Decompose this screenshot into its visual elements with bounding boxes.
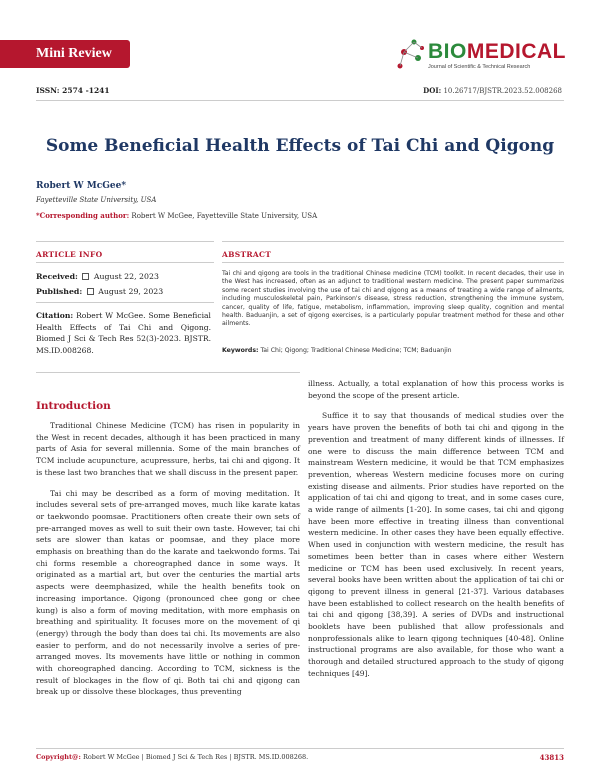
keywords: Keywords: Tai Chi; Qigong; Traditional Chinese Medicine; TCM; Baduanjin	[222, 347, 452, 354]
journal-logo-subtitle: Journal of Scientific & Technical Research	[428, 64, 531, 70]
author-affiliation: Fayetteville State University, USA	[36, 196, 157, 204]
citation: Citation: Robert W McGee. Some Beneficial Health Effects of Tai Chi and Qigong. Biomed J Sci & Tech Res 52(3)-2023. BJSTR. MS.ID.008268.	[36, 311, 211, 355]
footer-rule	[36, 748, 564, 749]
article-title: Some Beneficial Health Effects of Tai Chi and Qigong	[45, 136, 555, 156]
intro-top-rule	[36, 372, 300, 373]
calendar-icon	[87, 288, 94, 295]
abstract-text: Tai chi and qigong are tools in the traditional Chinese medicine (TCM) toolkit. In recent decades, their use in the West has increased, often as an adjunct to traditional western medicine. The present paper summarizes some recent studies involving the use of tai chi and qigong as a means of treating a wide range of ailments, including musculoskeletal pain, Parkinson's disease, stress reduction, strengthening the immune system, cancer, quality of life, fatigue, metabolism, inflammation, improving sleep quality, cognition and mental health. Baduanjin, a set of qigong exercises, is a particularly popular treatment method for these and other ailments.	[222, 270, 564, 328]
page-number: 43813	[539, 753, 564, 762]
abstract-mid-rule	[222, 262, 564, 263]
article-type-badge: Mini Review	[0, 40, 130, 68]
body-left-column	[36, 420, 300, 707]
paragraph: Traditional Chinese Medicine (TCM) has risen in popularity in the West in recent decades, although it has been practiced in many parts of Asia for several millennia. Some of the main branches of TCM include acupuncture, acupressure, herbs, tai chi and qigong. It is these last two branches that we shall discuss in the present paper.	[36, 421, 300, 477]
corresponding-author: *Corresponding author: Robert W McGee, Fayetteville State University, USA	[36, 211, 318, 220]
doi[interactable]: DOI: 10.26717/BJSTR.2023.52.008268	[423, 86, 562, 95]
citation-rule	[36, 302, 214, 303]
header-divider	[36, 100, 564, 101]
author-name: Robert W McGee*	[36, 181, 127, 191]
footer-copyright: Copyright@: Robert W McGee | Biomed J Sci & Tech Res | BJSTR. MS.ID.008268.	[36, 753, 309, 761]
introduction-heading: Introduction	[36, 400, 111, 412]
calendar-icon	[82, 273, 89, 280]
article-info-heading: ARTICLE INFO	[36, 250, 103, 259]
info-mid-rule	[36, 262, 214, 263]
abstract-top-rule	[222, 241, 564, 242]
body-right-column	[308, 378, 564, 689]
issn: ISSN: 2574 -1241	[36, 86, 110, 95]
abstract-heading: ABSTRACT	[222, 250, 272, 259]
paragraph: illness. Actually, a total explanation of how this process works is beyond the scope of the present article.	[308, 379, 564, 400]
paragraph: Tai chi may be described as a form of moving meditation. It includes several sets of pre-arranged moves, much like karate katas or taekwondo poomsae. Practitioners often create their own sets of pre-arranged moves as well to suit their own taste. However, tai chi sets are slower than katas or poomsae, and they place more emphasis on breathing than do the karate and taekwondo forms. Tai chi forms resemble a choreographed dance in some ways. It originated as a martial art, but over the centuries the martial arts aspects were deemphasized, while the health benefits took on increasing importance. Qigong (pronounced chee gong or chee kung) is also a form of moving meditation, with more emphasis on breathing and spirituality. It focuses more on the movement of qi (energy) through the body than does tai chi. Its movements are also easier to perform, and do not necessarily involve a series of pre-arranged moves. Its movements have little or nothing in common with choreographed dancing. According to TCM, sickness is the result of blockages in the flow of qi. Both tai chi and qigong can break up or dissolve these blockages, thus preventing	[36, 488, 300, 697]
paragraph: Suffice it to say that thousands of medical studies over the years have proven the benefits of both tai chi and qigong in the prevention and treatment of many different kinds of illnesses. If one were to discuss the main difference between TCM and mainstream Western medicine, it would be that TCM emphasizes prevention, whereas Western medicine focuses more on curing existing disease and ailments. Prior studies have reported on the application of tai chi and qigong to treat, and in some cases cure, a wide range of ailments [1-20]. In some cases, tai chi and qigong have been more effective in treating illness than conventional western medicine. In other cases they have been equally effective. When used in conjunction with western medicine, the result has sometimes been better than in cases where either Western medicine or TCM has been used exclusively. In recent years, several books have been written about the application of tai chi or qigong to prevent illness in general [21-37]. Various databases have been established to collect research on the health benefits of tai chi and qigong [38,39]. A series of DVDs and instructional booklets have been published that allow professionals and nonprofessionals alike to learn qigong techniques [40-48]. Online instructional programs are also available, for those who want a thorough and detailed structured approach to the study of qigong techniques [49].	[308, 411, 564, 678]
published-date: Published: August 29, 2023	[36, 287, 164, 296]
received-date: Received: August 22, 2023	[36, 272, 159, 281]
info-top-rule	[36, 241, 214, 242]
journal-logo-wordmark: BIOMEDICAL	[428, 40, 567, 63]
